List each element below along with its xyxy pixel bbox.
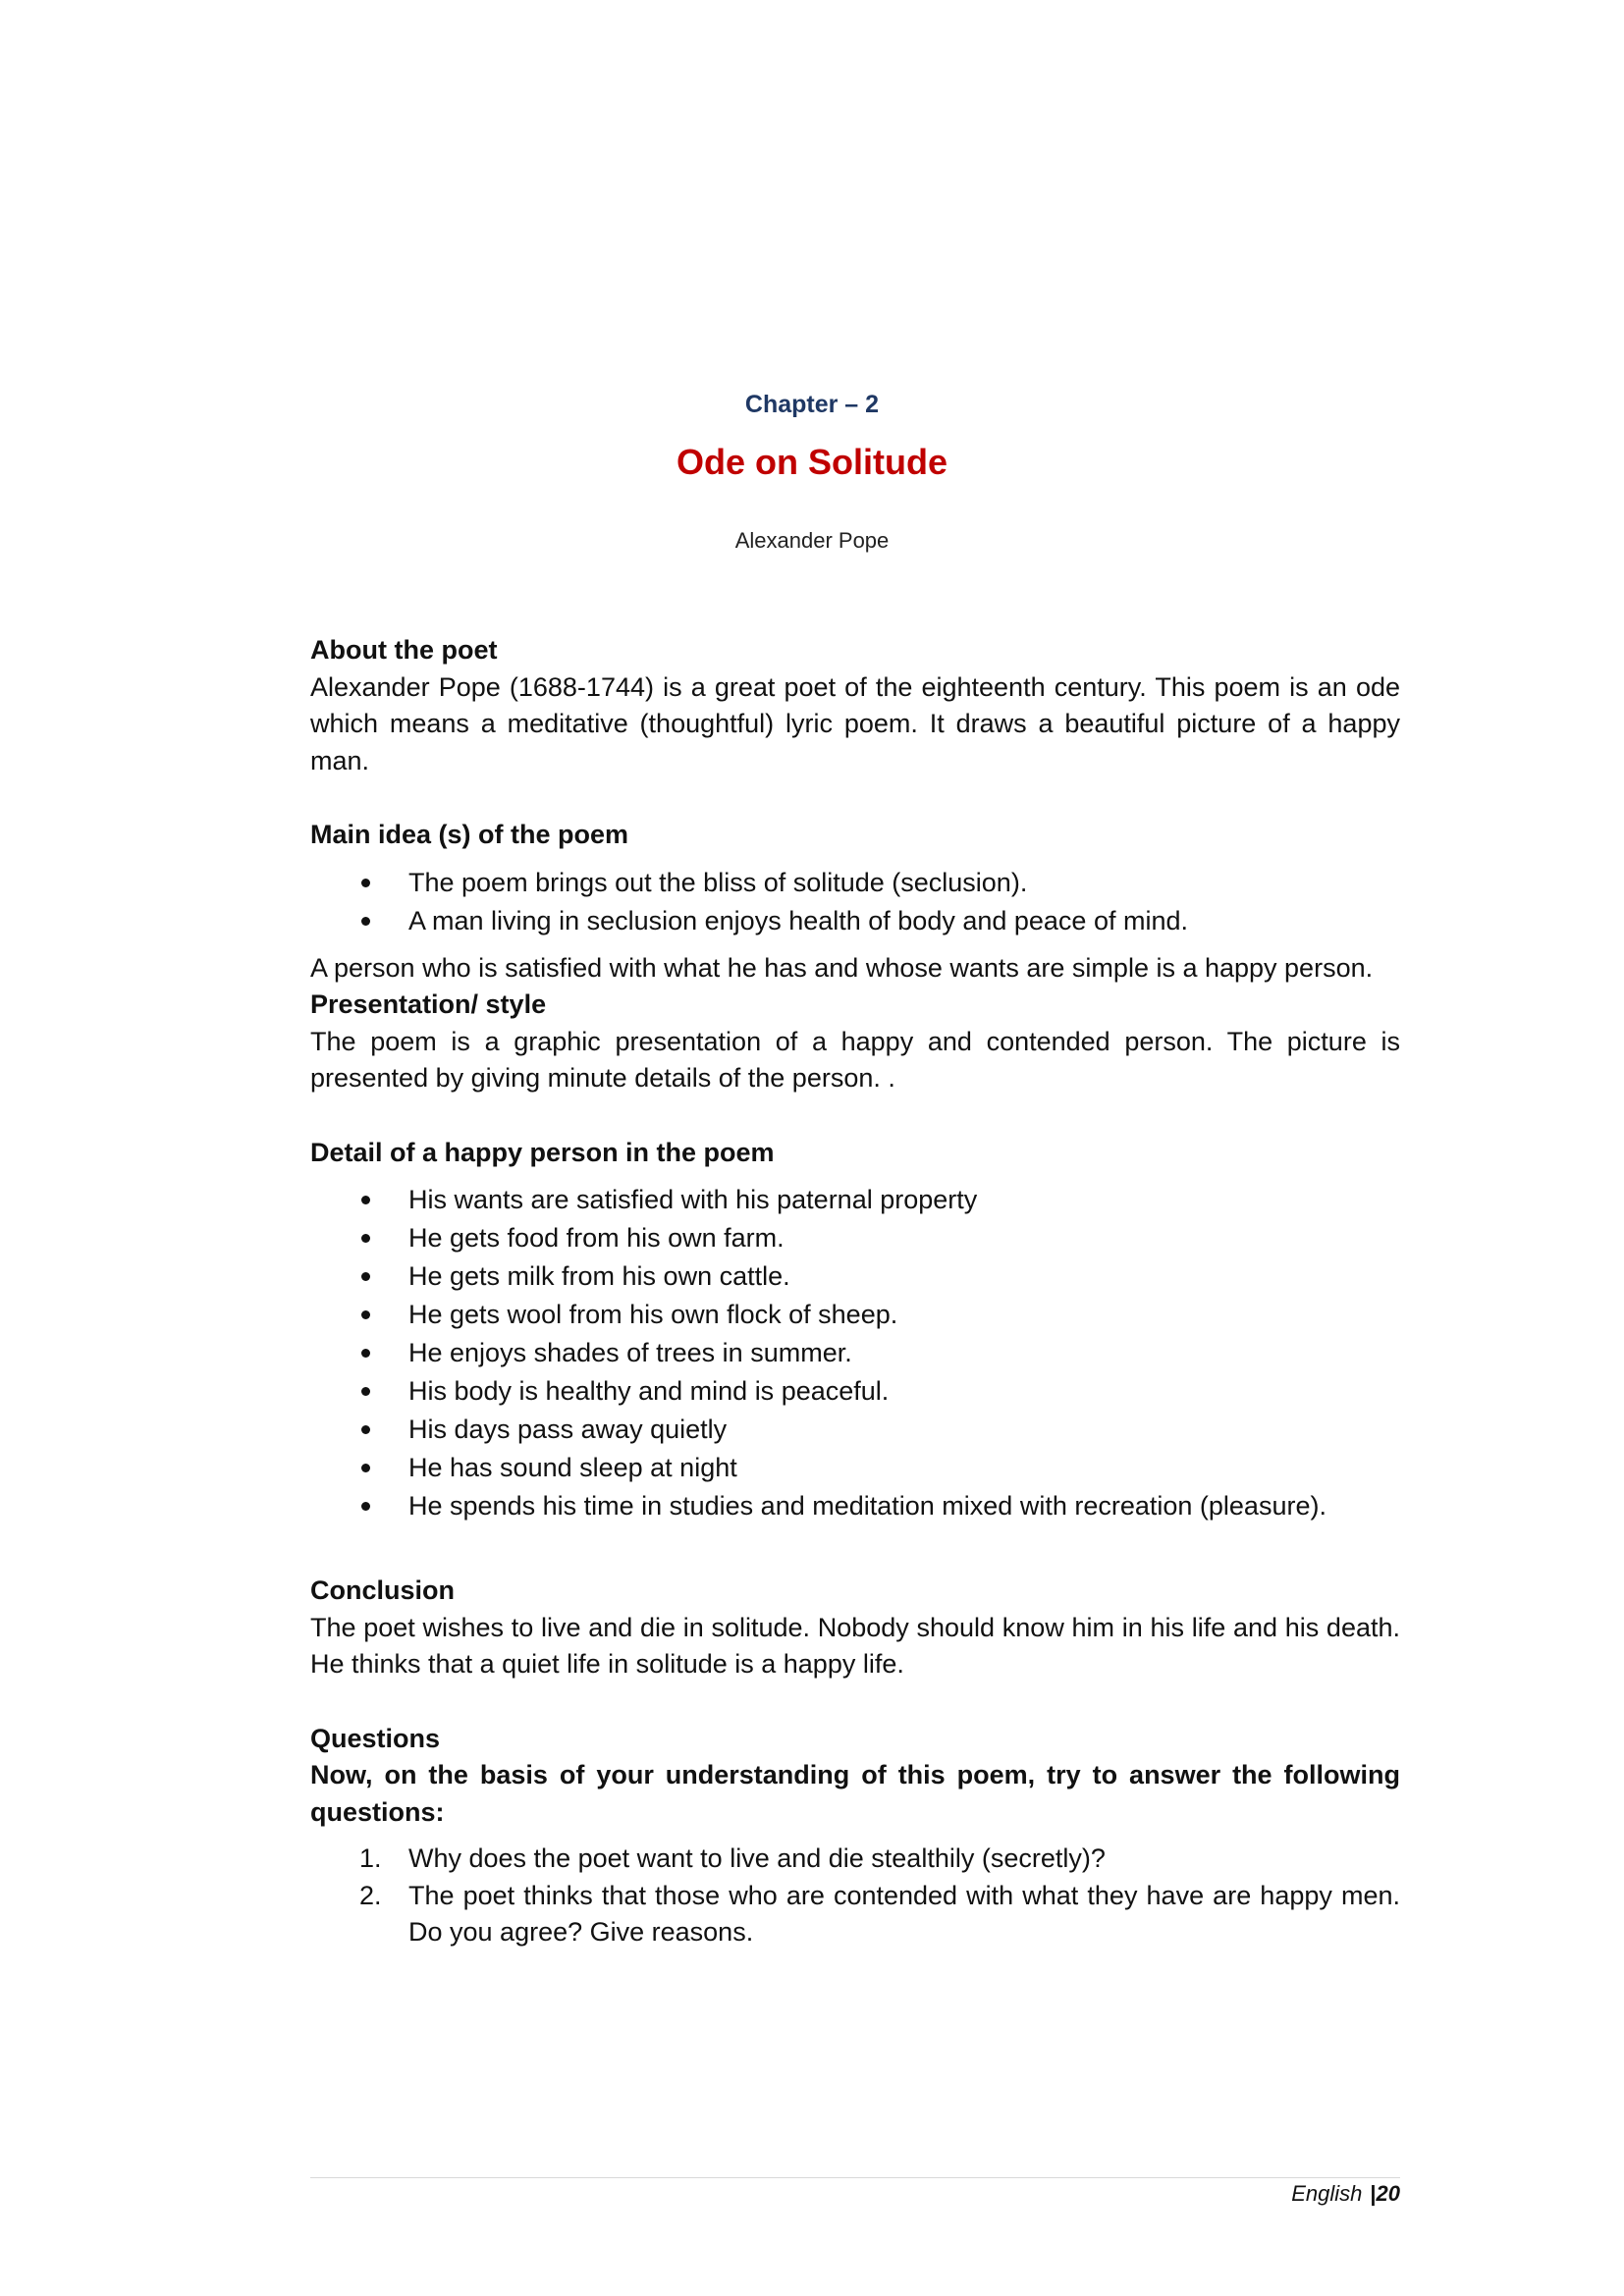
list-item [310, 1334, 1400, 1372]
presentation-text: The poem is a graphic presentation of a happy and contended person. The picture is presented by giving minute details of the person. . [310, 1026, 1400, 1093]
main-content [310, 632, 1400, 1951]
list-item [310, 1487, 1400, 1525]
list-item-text: His body is healthy and mind is peaceful. [408, 1376, 890, 1406]
footer-subject: English [1291, 2181, 1363, 2206]
bullet-icon [361, 1425, 370, 1434]
bullet-icon [361, 1502, 370, 1511]
questions-intro: Now, on the basis of your understanding of this poem, try to answer the following questions: [310, 1760, 1400, 1827]
list-item-text: He gets wool from his own flock of sheep. [408, 1300, 898, 1329]
page-number: 20 [1376, 2181, 1400, 2206]
bullet-icon [361, 1464, 370, 1472]
bullet-icon [361, 1234, 370, 1243]
questions-list [310, 1841, 1400, 1951]
question-item [310, 1878, 1400, 1951]
presentation-heading: Presentation/ style [310, 989, 547, 1019]
bullet-icon [361, 917, 370, 926]
list-item-text: He enjoys shades of trees in summer. [408, 1338, 852, 1367]
detail-section [310, 1135, 1400, 1526]
bullet-icon [361, 1387, 370, 1396]
bullet-icon [361, 1310, 370, 1319]
conclusion-section [310, 1573, 1400, 1683]
list-item-text: He spends his time in studies and meditation mixed with recreation (pleasure). [408, 1491, 1326, 1521]
detail-list [310, 1181, 1400, 1525]
list-item-text: He gets milk from his own cattle. [408, 1261, 790, 1291]
bullet-icon [361, 1349, 370, 1358]
conclusion-text: The poet wishes to live and die in solitude. Nobody should know him in his life and his death. He thinks that a quiet life in solitude is a happy life. [310, 1612, 1400, 1679]
chapter-label: Chapter – 2 [744, 391, 880, 418]
conclusion-heading: Conclusion [310, 1575, 455, 1605]
about-heading: About the poet [310, 635, 498, 665]
list-item [310, 1449, 1400, 1487]
list-item-text: His days pass away quietly [408, 1415, 728, 1444]
list-item [310, 1372, 1400, 1411]
list-item [310, 1181, 1400, 1219]
question-text: The poet thinks that those who are contended with what they have are happy men. Do you agree? Give reasons. [408, 1880, 1400, 1947]
question-number: 2. [359, 1880, 382, 1910]
question-item [310, 1841, 1400, 1878]
main-idea-list [310, 864, 1400, 940]
list-item-text: A man living in seclusion enjoys health of body and peace of mind. [408, 905, 1188, 935]
list-item [310, 1219, 1400, 1257]
main-idea-summary: A person who is satisfied with what he has and whose wants are simple is a happy person. [310, 952, 1374, 983]
bullet-icon [361, 1196, 370, 1204]
poet-name: Alexander Pope [734, 528, 890, 553]
list-item [310, 1257, 1400, 1296]
main-idea-section [310, 817, 1400, 987]
list-item-text: His wants are satisfied with his paternal property [408, 1185, 978, 1214]
list-item [310, 902, 1400, 940]
list-item [310, 1296, 1400, 1334]
list-item [310, 1411, 1400, 1449]
questions-section [310, 1721, 1400, 1951]
list-item [310, 864, 1400, 902]
bullet-icon [361, 1272, 370, 1281]
list-item-text: He gets food from his own farm. [408, 1223, 785, 1253]
questions-heading: Questions [310, 1723, 441, 1753]
list-item-text: The poem brings out the bliss of solitude (seclusion). [408, 867, 1028, 897]
question-text: Why does the poet want to live and die stealthily (secretly)? [408, 1843, 1106, 1873]
about-text: Alexander Pope (1688-1744) is a great poet of the eighteenth century. This poem is an ode which means a meditative (thoughtful) lyric poem. It draws a beautiful picture of a happy man. [310, 671, 1400, 775]
footer-divider [310, 2177, 1400, 2178]
detail-heading: Detail of a happy person in the poem [310, 1137, 775, 1167]
question-number: 1. [359, 1843, 382, 1873]
about-section [310, 632, 1400, 779]
main-idea-heading: Main idea (s) of the poem [310, 820, 629, 849]
page-footer [1291, 2181, 1400, 2207]
presentation-section [310, 987, 1400, 1097]
list-item-text: He has sound sleep at night [408, 1453, 737, 1482]
poem-title: Ode on Solitude [677, 442, 947, 482]
footer-separator: | [1370, 2181, 1377, 2206]
bullet-icon [361, 879, 370, 887]
